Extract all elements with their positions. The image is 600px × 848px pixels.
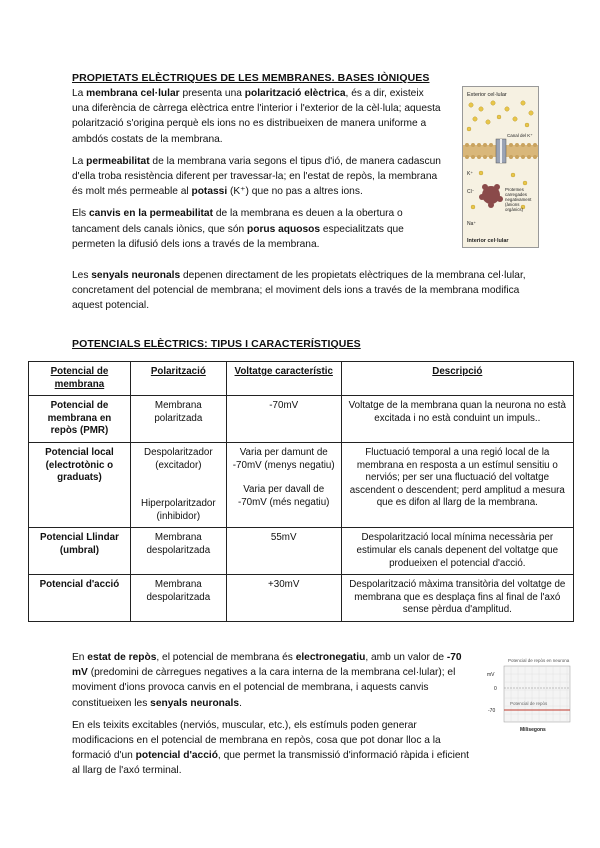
table-row bbox=[29, 528, 574, 575]
section1-text bbox=[72, 86, 442, 252]
exterior-ions bbox=[467, 101, 533, 131]
graph-ylabel: mV bbox=[487, 672, 495, 678]
voltage-below: Varia per davall de -70mV (més negatiu) bbox=[237, 484, 330, 508]
table-row bbox=[29, 396, 574, 443]
section-title-membrane-properties: PROPIETATS ELÈCTRIQUES DE LES MEMBRANES. BASES IÒNIQUES bbox=[72, 72, 430, 84]
voltage-above: Varia per damunt de -70mV (menys negatiu) bbox=[232, 446, 335, 471]
header-potential: Potencial de membrana bbox=[29, 362, 131, 396]
section3-text bbox=[72, 650, 472, 779]
resting-potential-graph bbox=[486, 654, 572, 734]
paragraph-permeability: La permeabilitat de la membrana varia segons el tipus d'ió, de manera cadascun d'ella troba resistència diferent per travessar-la; en l'estat de repòs, la membrana és molt més permeable al potassi (K⁺) que no pas a altres ions. bbox=[72, 155, 441, 198]
polarization-inhibitory: Hiperpolaritzador (inhibidor) bbox=[141, 498, 216, 522]
section-title-potentials: POTENCIALS ELÈCTRICS: TIPUS I CARACTERÍSTIQUES bbox=[72, 338, 361, 350]
table-row bbox=[29, 442, 574, 527]
row-name: Potencial local (electrotònic o graduats) bbox=[29, 442, 131, 527]
row-name: Potencial Llindar (umbral) bbox=[29, 528, 131, 575]
protein-anion bbox=[479, 184, 503, 208]
row-polarization: Membrana despolaritzada bbox=[130, 575, 226, 622]
paragraph-membrane: La membrana cel·lular presenta una polarització elèctrica, és a dir, existeix una diferència de càrrega elèctrica entre l'interior i l'exterior de la cèl·lula; aquesta polarització s'origina perquè els ions no es distribueixen de manera uniforme a ambdós costats de la membrana. bbox=[72, 88, 441, 145]
row-description: Voltatge de la membrana quan la neurona no està excitada i no està conduint un impuls.. bbox=[341, 396, 573, 443]
row-name: Potencial de membrana en repòs (PMR) bbox=[29, 396, 131, 443]
paragraph-excitable-tissues: En els teixits excitables (nerviós, muscular, etc.), els estímuls poden generar modificacions en el potencial de membrana en repòs, cosa que pot donar lloc a la formació d'un potencial d'acció, que permet la transmissió d'informació ràpida i eficient al llarg de l'axó terminal. bbox=[72, 719, 470, 777]
header-voltage: Voltatge característic bbox=[226, 362, 341, 396]
header-polarization: Polarització bbox=[130, 362, 226, 396]
section1-text-wide bbox=[72, 268, 542, 314]
row-voltage: 55mV bbox=[226, 528, 341, 575]
paragraph-resting-state: En estat de repòs, el potencial de membrana és electronegatiu, amb un valor de -70 mV (predomini de càrregues negatives a la cara interna de la membrana cel·lular); el moviment d'ions provoca canvis en el potencial de membrana, i aquests canvis constitueixen les senyals neuronals. bbox=[72, 652, 462, 709]
row-description: Fluctuació temporal a una regió local de la membrana en resposta a un estímul sensitiu o nerviós; per ser una fluctuació del voltatge ascendent o descendent; perd amplitud a mesura que es difon al llarg de la membrana. bbox=[341, 442, 573, 527]
row-polarization bbox=[130, 442, 226, 527]
table-header-row bbox=[29, 362, 574, 396]
potentials-table bbox=[28, 361, 574, 622]
resting-line-label: Potencial de repòs bbox=[510, 701, 548, 706]
row-description: Despolarització local mínima necessària per estimular els canals depenent del voltatge que produeixen el potencial d'acció. bbox=[341, 528, 573, 575]
ion-k-label: K⁺ bbox=[467, 171, 473, 177]
polarization-excitatory: Despolaritzador (excitador) bbox=[144, 446, 213, 471]
graph-ytick-0: 0 bbox=[494, 686, 497, 692]
row-description: Despolarització màxima transitòria del voltatge de membrana que es desplaça fins al final de l'axó sense pèrdua d'amplitud. bbox=[341, 575, 573, 622]
graph-xlabel: Milisegons bbox=[520, 727, 546, 733]
paragraph-permeability-changes: Els canvis en la permeabilitat de la membrana es deuen a la obertura o tancament dels canals iònics, que són porus aquosos especialitzats que permeten la difusió dels ions a través de la membrana. bbox=[72, 208, 404, 250]
row-voltage bbox=[226, 442, 341, 527]
ion-na-label: Na⁺ bbox=[467, 221, 477, 227]
graph-ytick-70: -70 bbox=[488, 708, 496, 714]
exterior-label: Exterior cel·lular bbox=[467, 92, 507, 98]
table-row bbox=[29, 575, 574, 622]
membrane-ion-diagram bbox=[462, 86, 539, 248]
row-voltage: +30mV bbox=[226, 575, 341, 622]
graph-title: Potencial de repòs en neurona bbox=[508, 658, 570, 663]
paragraph-neural-signals: Les senyals neuronals depenen directament de les propietats elèctriques de la membrana cel·lular, concretament del potencial de membrana; el moviment dels ions a través de la membrana modifica aquest potencial. bbox=[72, 270, 526, 312]
row-voltage: -70mV bbox=[226, 396, 341, 443]
protein-label: Proteïnes carregades negativament (ànions orgànics) bbox=[505, 187, 532, 212]
row-polarization: Membrana despolaritzada bbox=[130, 528, 226, 575]
ion-cl-label: Cl⁻ bbox=[467, 189, 475, 195]
row-polarization: Membrana polaritzada bbox=[130, 396, 226, 443]
channel-label: Canal del K⁺ bbox=[507, 133, 533, 138]
header-description: Descripció bbox=[341, 362, 573, 396]
row-name: Potencial d'acció bbox=[29, 575, 131, 622]
interior-label: Interior cel·lular bbox=[467, 238, 509, 244]
